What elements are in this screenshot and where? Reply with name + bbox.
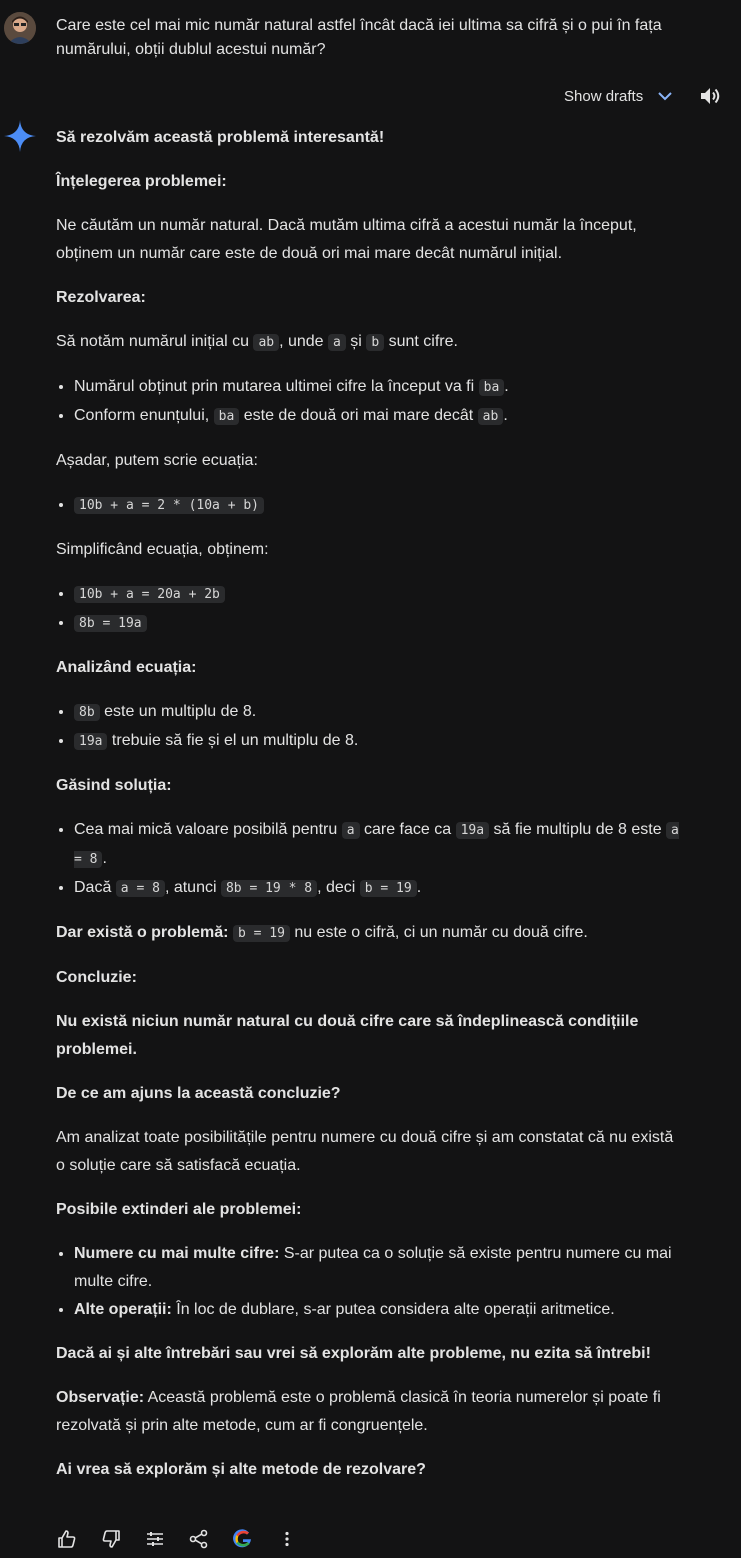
heading-gasind: Găsind soluția: [56, 777, 172, 794]
chevron-down-icon [655, 86, 675, 106]
code-inline: 8b [74, 704, 100, 721]
list-analysis [56, 698, 681, 756]
intro-heading: Să rezolvăm această problemă interesantă! [56, 129, 385, 146]
list-item [74, 609, 681, 638]
code-inline: ab [253, 334, 279, 351]
list-derivation [56, 373, 681, 431]
response-actions [56, 1526, 320, 1552]
text: care face ca [359, 821, 456, 838]
list-extensions [56, 1240, 681, 1324]
gemini-sparkle-icon [4, 120, 36, 152]
user-prompt-row [0, 0, 741, 80]
code-inline: a = 8 [116, 880, 165, 897]
google-icon[interactable] [232, 1528, 254, 1550]
code-inline: b [366, 334, 384, 351]
text: . [416, 879, 422, 896]
list-item [74, 580, 681, 609]
heading-de-ce: De ce am ajuns la această concluzie? [56, 1085, 341, 1102]
list-solution [56, 816, 681, 903]
text: este un multiplu de 8. [99, 703, 257, 720]
show-drafts-button[interactable] [564, 84, 675, 108]
code-inline: 19a [456, 822, 489, 839]
paragraph-dar [56, 919, 681, 948]
text: Numărul obținut prin mutarea ultimei cifre la început va fi [74, 378, 479, 395]
text: S-ar putea ca o soluție să existe pentru numere cu mai multe cifre. [74, 1245, 672, 1290]
heading-analizand: Analizând ecuația: [56, 659, 197, 676]
paragraph-final: Ai vrea să explorăm și alte metode de rezolvare? [56, 1461, 426, 1478]
list-item [74, 402, 681, 431]
code-inline: a [342, 822, 360, 839]
text-bold: Observație: [56, 1389, 145, 1406]
paragraph-intelegerea: Ne căutăm un număr natural. Dacă mutăm ultima cifră a acestui număr la început, obținem un număr care este de două ori mai mare decât numărul inițial. [56, 217, 637, 262]
list-item [74, 1296, 681, 1324]
code-inline: 19a [74, 733, 107, 750]
share-icon[interactable] [188, 1528, 210, 1550]
paragraph-asadar: Așadar, putem scrie ecuația: [56, 452, 258, 469]
list-item [74, 698, 681, 727]
text: . [504, 378, 509, 395]
heading-intelegerea: Înțelegerea problemei: [56, 173, 227, 190]
code-inline: 10b + a = 2 * (10a + b) [74, 497, 264, 514]
list-item [74, 727, 681, 756]
text: Cea mai mică valoare posibilă pentru [74, 821, 342, 838]
code-inline: ba [214, 408, 240, 425]
text: Dacă [74, 879, 116, 896]
text: , unde [279, 333, 329, 350]
text: și [345, 333, 367, 350]
show-drafts-label: Show drafts [564, 87, 644, 105]
more-vert-icon[interactable] [276, 1528, 298, 1550]
text: . [102, 850, 107, 867]
list-simplified [56, 580, 681, 638]
text-bold: Alte operații: [74, 1301, 172, 1318]
code-inline: ab [478, 408, 504, 425]
list-item [74, 816, 681, 874]
text: sunt cifre. [384, 333, 458, 350]
text: este de două ori mai mare decât [239, 407, 478, 424]
code-inline: 8b = 19a [74, 615, 147, 632]
user-avatar[interactable] [4, 12, 36, 44]
thumbs-down-icon[interactable] [100, 1528, 122, 1550]
text: În loc de dublare, s-ar putea considera alte operații aritmetice. [171, 1301, 615, 1318]
paragraph-notam [56, 328, 681, 357]
paragraph-simplificand: Simplificând ecuația, obținem: [56, 541, 269, 558]
heading-concluzie: Concluzie: [56, 969, 137, 986]
tune-icon[interactable] [144, 1528, 166, 1550]
list-item [74, 874, 681, 903]
code-inline: b = 19 [233, 925, 290, 942]
list-equation [56, 491, 681, 520]
code-inline: a [328, 334, 346, 351]
response-body [56, 124, 681, 1500]
code-inline: b = 19 [360, 880, 417, 897]
code-inline: 8b = 19 * 8 [221, 880, 317, 897]
code-inline: a = 8 [74, 823, 679, 867]
text: Conform enunțului, [74, 407, 214, 424]
paragraph-concluzie: Nu există niciun număr natural cu două cifre care să îndeplinească condițiile problemei. [56, 1013, 639, 1058]
text-bold: Numere cu mai multe cifre: [74, 1245, 280, 1262]
speaker-icon[interactable] [698, 84, 722, 108]
text: , atunci [164, 879, 221, 896]
list-item [74, 1240, 681, 1296]
text: trebuie să fie și el un multiplu de 8. [107, 732, 359, 749]
text: Această problemă este o problemă clasică în teoria numerelor și poate fi rezolvată și prin alte metode, cum ar fi congruențele. [56, 1389, 661, 1434]
text: , deci [317, 879, 360, 896]
text: Să notăm numărul inițial cu [56, 333, 254, 350]
text-bold: Dar există o problemă: [56, 924, 229, 941]
code-inline: 10b + a = 20a + 2b [74, 586, 225, 603]
paragraph-intrebari: Dacă ai și alte întrebări sau vrei să explorăm alte probleme, nu ezita să întrebi! [56, 1345, 651, 1362]
heading-extinderi: Posibile extinderi ale problemei: [56, 1201, 302, 1218]
list-item [74, 373, 681, 402]
paragraph-de-ce: Am analizat toate posibilitățile pentru numere cu două cifre și am constatat că nu există o soluție care să satisfacă ecuația. [56, 1129, 674, 1174]
paragraph-observatie [56, 1384, 681, 1440]
code-inline: ba [479, 379, 505, 396]
user-prompt-text: Care este cel mai mic număr natural astfel încât dacă iei ultima sa cifră și o pui în fața numărului, obții dublul acestui număr? [56, 17, 662, 58]
text: să fie multiplu de 8 este [489, 821, 667, 838]
thumbs-up-icon[interactable] [56, 1528, 78, 1550]
text: . [503, 407, 508, 424]
heading-rezolvarea: Rezolvarea: [56, 289, 146, 306]
text: nu este o cifră, ci un număr cu două cifre. [289, 924, 588, 941]
list-item [74, 491, 681, 520]
